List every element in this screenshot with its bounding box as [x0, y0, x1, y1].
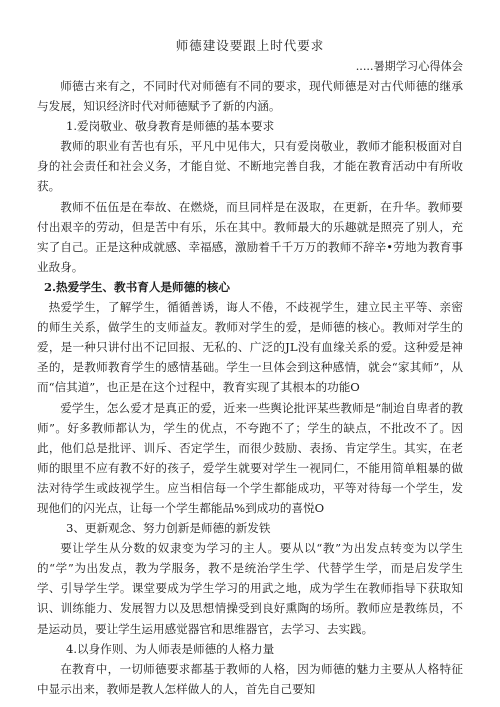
document-title: 师德建设要跟上时代要求	[175, 38, 325, 53]
section-heading-4: 4.以身作则、为人师表是师德的人格力量	[66, 641, 275, 656]
body-paragraph: 爱学生，怎么爱才是真正的爱，近来一些舆论批评某些教师是“制迨自卑者的教师”。好多教师都认为，学生的优点，不夸跑不了；学生的缺点，不批改不了。因此，他们总是批评、训斥、否定学生，而很少鼓励、表扬、肯定学生。其实，在老师的眼里不应有教不好的孩子，爱学生就要对学生一视同仁，不能用简单粗暴的做法对待学生或歧视学生。应当相信每一个学生都能成功，平等对待每一个学生，发现他们的闪光点，让每一个学生都能品%到成功的喜悦O	[37, 400, 463, 515]
body-paragraph: 要让学生从分数的奴隶变为学习的主人。要从以“教”为出发点转变为以学生的“学”为出发点，教为学服务，教不是统治学生学、代替学生学，而是启发学生学、引导学生学。课堂要成为学生学习的用武之地，成为学生在教师指导下获取知识、训练能力、发展智力以及思想情操受到良好熏陶的场所。教师应是教练员，不是运动员，要让学生运用感觉器官和思维器官，去学习、去实践。	[37, 541, 463, 636]
document-subtitle: .....暑期学习心得体会	[355, 60, 463, 73]
section-heading-1: 1.爱岗敬业、敬身教育是师德的基本要求	[66, 119, 275, 134]
body-paragraph: 在教育中，一切师德要求都基于教师的人格，因为师德的魅力主要从人格特征中显示出来，教师是教人怎样做人的人，首先自己要知	[37, 661, 463, 696]
section-heading-2: 2.热爱学生、教书育人是师德的核心	[43, 279, 230, 294]
body-paragraph: 教师不伍伍是在奉故、在燃烧，而旦同样是在汲取，在更新，在升华。教师要付出艰辛的劳动，但是苦中有乐，乐在其中。教师最大的乐趣就是照亮了别人，充实了自己。正是这种成就感、幸福感，激励着千千万万的教师不辞辛•劳地为教育事业敌身。	[37, 199, 463, 274]
section-heading-3: 3、更新观念、努力创新是师德的新发铁	[66, 521, 271, 536]
body-paragraph: 教师的职业有苦也有乐，平凡中见伟大，只有爱岗敬业，教师才能积极面对自身的社会责任和社会义务，才能自觉、不断地完善自我，才能在教育活动中有所收获。	[37, 139, 463, 194]
body-paragraph: 热爱学生，了解学生，循循善诱，诲人不倦，不歧视学生，建立民主平等、亲密的师生关系，做学生的支师益友。教师对学生的爱，是师德的核心。教师对学生的爱，是一种只讲付出不记回报、无私的、广泛的JL没有血缘关系的爱。这种爱是神圣的，是教师教育学生的感情基础。学生一旦体会到这种感情，就会“家其师”，从而“信其道”，也正是在这个过程中，教育实现了其根本的功能O	[37, 300, 463, 395]
intro-paragraph: 师德古来有之，不同时代对师德有不同的要求，现代师德是对古代师德的继承与发展，知识经济时代对师德赋予了新的内涵。	[37, 79, 463, 114]
